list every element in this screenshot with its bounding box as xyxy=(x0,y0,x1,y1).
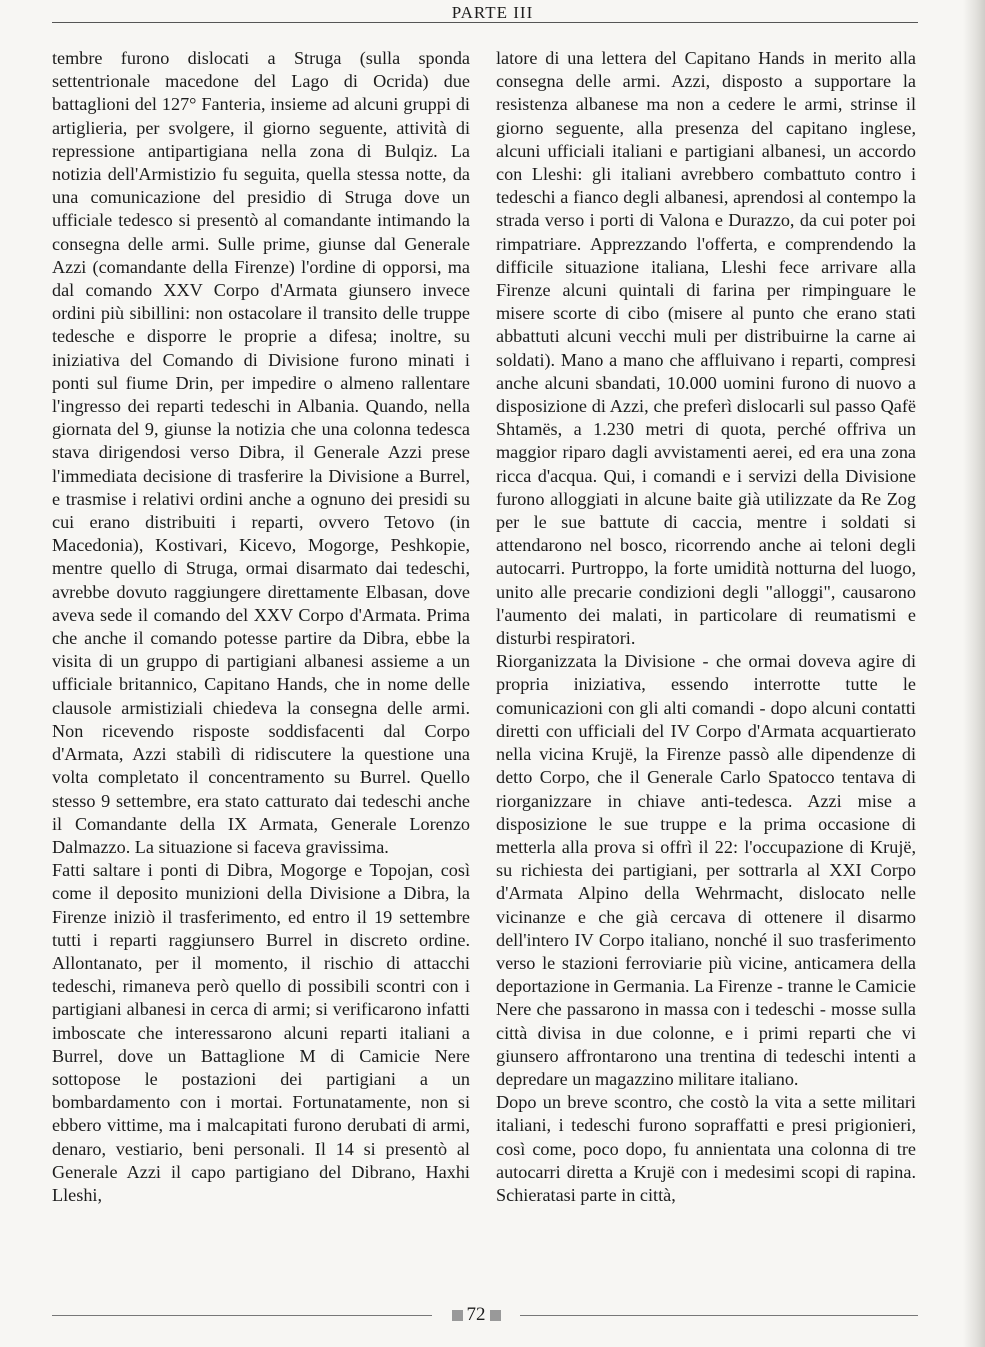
text-column-left xyxy=(52,47,470,1287)
text-column-right xyxy=(496,47,916,1287)
footer-rule-right xyxy=(520,1315,918,1316)
paragraph: Dopo un breve scontro, che costò la vita a sette militari italiani, i tedeschi furono sopraffatti e presi prigionieri, così come, poco dopo, fu annientata una colonna di tre autocarri diretta a Krujë con i medesimi scopi di rapina. Schieratasi parte in città, xyxy=(496,1092,916,1205)
footer-rule-left xyxy=(52,1315,432,1316)
paragraph: Fatti saltare i ponti di Dibra, Mogorge e Topojan, così come il deposito munizioni della Divisione a Dibra, la Firenze iniziò il trasferimento, ed entro il 19 settembre tutti i reparti raggiunsero Burrel in discreto ordine. Allontanato, per il momento, il rischio di attacchi tedeschi, rimaneva però quello di possibili scontri con i partigiani albanesi in cerca di armi; si verificarono infatti imboscate che interessarono alcuni reparti italiani a Burrel, dove un Battaglione M di Camicie Nere sottopose le postazioni dei partigiani a un bombardamento con i mortai. Fortunatamente, non si ebbero vittime, ma i malcapitati furono derubati di armi, denaro, vestiario, beni personali. Il 14 si presentò al Generale Azzi il capo partigiano del Dibrano, Haxhi Lleshi, xyxy=(52,860,470,1205)
page-number xyxy=(432,1304,520,1326)
running-header xyxy=(0,3,985,23)
paragraph: latore di una lettera del Capitano Hands in merito alla consegna delle armi. Azzi, disposto a supportare la resistenza albanese ma non a cedere le armi, strinse il giorno seguente, alla presenza del capitano inglese, alcuni ufficiali italiani e partigiani albanesi, un accordo con Lleshi: gli italiani avrebbero combattuto contro i tedeschi a fianco degli albanesi, aprendosi al contempo la strada verso i porti di Valona e Durazzo, da cui poter poi rimpatriare. Apprezzando l'offerta, e comprendendo la difficile situazione italiana, Lleshi fece arrivare alla Firenze alcuni quintali di farina per rimpinguare le misere scorte di cibo (misere al punto che erano stati abbattuti alcuni vecchi muli per distribuirne la carne ai soldati). Mano a mano che affluivano i reparti, compresi anche alcuni sbandati, 10.000 uomini furono di nuovo a disposizione di Azzi, che preferì dislocarli sul passo Qafë Shtamës, a 1.230 metri di quota, perché offriva un maggior riparo dagli avvistamenti aerei, ed era una zona ricca d'acqua. Qui, i comandi e i servizi della Divisione furono alloggiati in alcune baite già utilizzate da Re Zog per le sue battute di caccia, mentre i soldati si attendarono nel bosco, ricorrendo anche ai teloni degli autocarri. Purtroppo, la forte umidità notturna del luogo, unito alle precarie condizioni degli "alloggi", causarono l'aumento dei malati, in particolare di reumatismi e disturbi respiratori. xyxy=(496,48,916,649)
square-ornament-icon xyxy=(452,1310,463,1321)
square-ornament-icon xyxy=(490,1310,501,1321)
paragraph: Riorganizzata la Divisione - che ormai doveva agire di propria iniziativa, essendo interrotte tutte le comunicazioni con gli alti comandi - dopo alcuni contatti diretti con ufficiali del IV Corpo d'Armata acquartierato nella vicina Krujë, la Firenze passò alle dipendenze di detto Corpo, che il Generale Carlo Spatocco tentava di riorganizzare in chiave anti-tedesca. Azzi mise a disposizione le sue truppe e la prima occasione di metterla alla prova si offrì il 22: l'occupazione di Krujë, su richiesta dei partigiani, per sottrarla al XXI Corpo d'Armata Alpino della Wehrmacht, dislocato nelle vicinanze e che già cercava di ottenere il disarmo dell'intero IV Corpo italiano, nonché il suo trasferimento verso le stazioni ferroviarie più vicine, anticamera della deportazione in Germania. La Firenze - tranne le Camicie Nere che passarono in massa con i tedeschi - mosse sulla città divisa in due colonne, e i primi reparti che vi giunsero affrontarono una trentina di tedeschi intenti a depredare un magazzino militare italiano. xyxy=(496,651,916,1089)
page-number-text: 72 xyxy=(466,1304,486,1325)
paragraph: tembre furono dislocati a Struga (sulla sponda settentrionale macedone del Lago di Ocrida) due battaglioni del 127° Fanteria, insieme ad alcuni gruppi di artiglieria, per svolgere, il giorno seguente, attività di repressione antipartigiana nella zona di Bulqiz. La notizia dell'Armistizio fu seguita, quella stessa notte, da una comunicazione del presidio di Struga dove un ufficiale tedesco si presentò al comandante intimando la consegna delle armi. Sulle prime, giunse dal Generale Azzi (comandante della Firenze) l'ordine di opporsi, ma dal comando XXV Corpo d'Armata giunsero invece ordini più sibillini: non ostacolare il transito delle truppe tedesche e disporre le proprie a difesa; inoltre, su iniziativa del Comando di Divisione furono minati i ponti sul fiume Drin, per impedire o almeno rallentare l'ingresso dei reparti tedeschi in Albania. Quando, nella giornata del 9, giunse la notizia che una colonna tedesca stava dirigendosi verso Dibra, il Generale Azzi prese l'immediata decisione di trasferire la Divisione a Burrel, e trasmise i relativi ordini anche a ognuno dei presidi su cui erano distribuiti i reparti, ovvero Tetovo (in Macedonia), Kostivari, Kicevo, Mogorge, Peshkopie, mentre quello di Struga, ormai disarmato dai tedeschi, avrebbe dovuto raggiungere direttamente Elbasan, dove aveva sede il comando del XXV Corpo d'Armata. Prima che anche il comando potesse partire da Dibra, ebbe la visita di un gruppo di partigiani albanesi assieme a un ufficiale britannico, Capitano Hands, che in nome delle clausole armistiziali chiedeva la consegna delle armi. Non ricevendo risposte soddisfacenti dal Corpo d'Armata, Azzi stabilì di ridiscutere la questione una volta completato il concentramento su Burrel. Quello stesso 9 settembre, era stato catturato dai tedeschi anche il Comandante della IX Armata, Generale Lorenzo Dalmazzo. La situazione si faceva gravissima. xyxy=(52,48,470,857)
page-edge-shadow xyxy=(963,0,985,1347)
header-title: PARTE III xyxy=(444,3,542,22)
